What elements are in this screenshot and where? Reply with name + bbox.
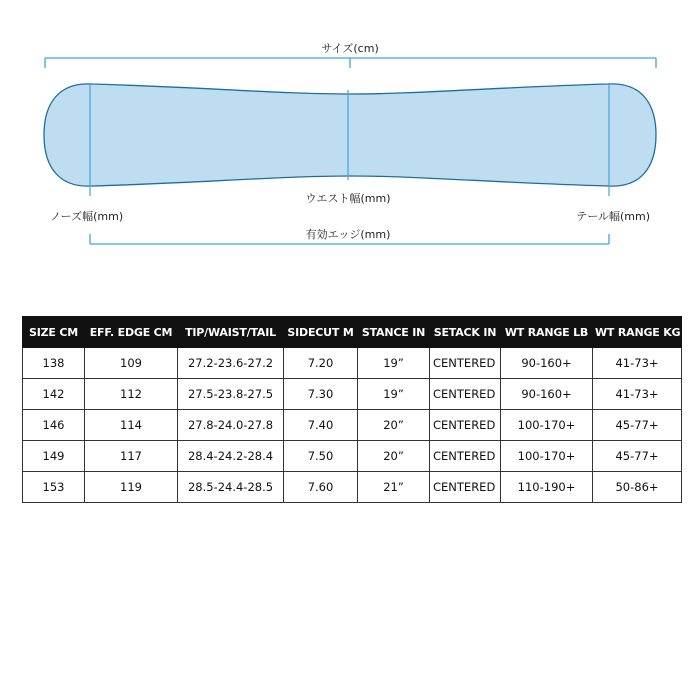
cell-stance: 20”	[358, 410, 430, 441]
cell-sidecut: 7.30	[284, 379, 358, 410]
size-label: サイズ(cm)	[321, 42, 379, 55]
tail-width-label: テール幅(mm)	[576, 210, 650, 223]
cell-stance: 20”	[358, 441, 430, 472]
cell-stance: 19”	[358, 348, 430, 379]
spec-table	[22, 316, 682, 503]
size-dimension-line	[45, 58, 656, 68]
cell-wt-range-kg: 45-77+	[593, 410, 682, 441]
snowboard-dimension-diagram	[0, 0, 700, 270]
cell-tip-waist-tail: 27.5-23.8-27.5	[178, 379, 284, 410]
cell-wt-range-lb: 100-170+	[501, 410, 593, 441]
table-row	[23, 348, 682, 379]
cell-stance: 21”	[358, 472, 430, 503]
cell-eff-edge: 109	[85, 348, 178, 379]
cell-wt-range-lb: 90-160+	[501, 348, 593, 379]
cell-eff-edge: 117	[85, 441, 178, 472]
cell-size: 142	[23, 379, 85, 410]
cell-setback: CENTERED	[430, 472, 501, 503]
cell-wt-range-lb: 100-170+	[501, 441, 593, 472]
table-row	[23, 410, 682, 441]
header-eff-edge-cm: EFF. EDGE CM	[85, 317, 178, 348]
table-header-row	[23, 317, 682, 348]
cell-size: 146	[23, 410, 85, 441]
cell-wt-range-kg: 50-86+	[593, 472, 682, 503]
header-sidecut-m: SIDECUT M	[284, 317, 358, 348]
cell-wt-range-kg: 41-73+	[593, 379, 682, 410]
cell-eff-edge: 119	[85, 472, 178, 503]
header-size-cm: SIZE CM	[23, 317, 85, 348]
table-row	[23, 379, 682, 410]
cell-eff-edge: 114	[85, 410, 178, 441]
table-row	[23, 472, 682, 503]
header-wt-range-kg: WT RANGE KG	[593, 317, 682, 348]
cell-setback: CENTERED	[430, 348, 501, 379]
nose-width-label: ノーズ幅(mm)	[50, 210, 124, 223]
cell-sidecut: 7.40	[284, 410, 358, 441]
cell-wt-range-lb: 110-190+	[501, 472, 593, 503]
cell-tip-waist-tail: 27.2-23.6-27.2	[178, 348, 284, 379]
cell-eff-edge: 112	[85, 379, 178, 410]
cell-wt-range-lb: 90-160+	[501, 379, 593, 410]
cell-tip-waist-tail: 27.8-24.0-27.8	[178, 410, 284, 441]
waist-width-label: ウエスト幅(mm)	[305, 192, 391, 205]
cell-wt-range-kg: 45-77+	[593, 441, 682, 472]
cell-sidecut: 7.50	[284, 441, 358, 472]
cell-stance: 19”	[358, 379, 430, 410]
cell-setback: CENTERED	[430, 410, 501, 441]
table-row	[23, 441, 682, 472]
header-wt-range-lb: WT RANGE LB	[501, 317, 593, 348]
cell-wt-range-kg: 41-73+	[593, 348, 682, 379]
cell-sidecut: 7.60	[284, 472, 358, 503]
cell-size: 149	[23, 441, 85, 472]
effective-edge-label: 有効エッジ(mm)	[305, 228, 391, 241]
cell-tip-waist-tail: 28.5-24.4-28.5	[178, 472, 284, 503]
cell-tip-waist-tail: 28.4-24.2-28.4	[178, 441, 284, 472]
cell-size: 138	[23, 348, 85, 379]
snowboard-outline	[44, 84, 656, 186]
header-setack-in: SETACK IN	[430, 317, 501, 348]
header-tip-waist-tail: TIP/WAIST/TAIL	[178, 317, 284, 348]
cell-sidecut: 7.20	[284, 348, 358, 379]
cell-setback: CENTERED	[430, 441, 501, 472]
cell-size: 153	[23, 472, 85, 503]
cell-setback: CENTERED	[430, 379, 501, 410]
header-stance-in: STANCE IN	[358, 317, 430, 348]
